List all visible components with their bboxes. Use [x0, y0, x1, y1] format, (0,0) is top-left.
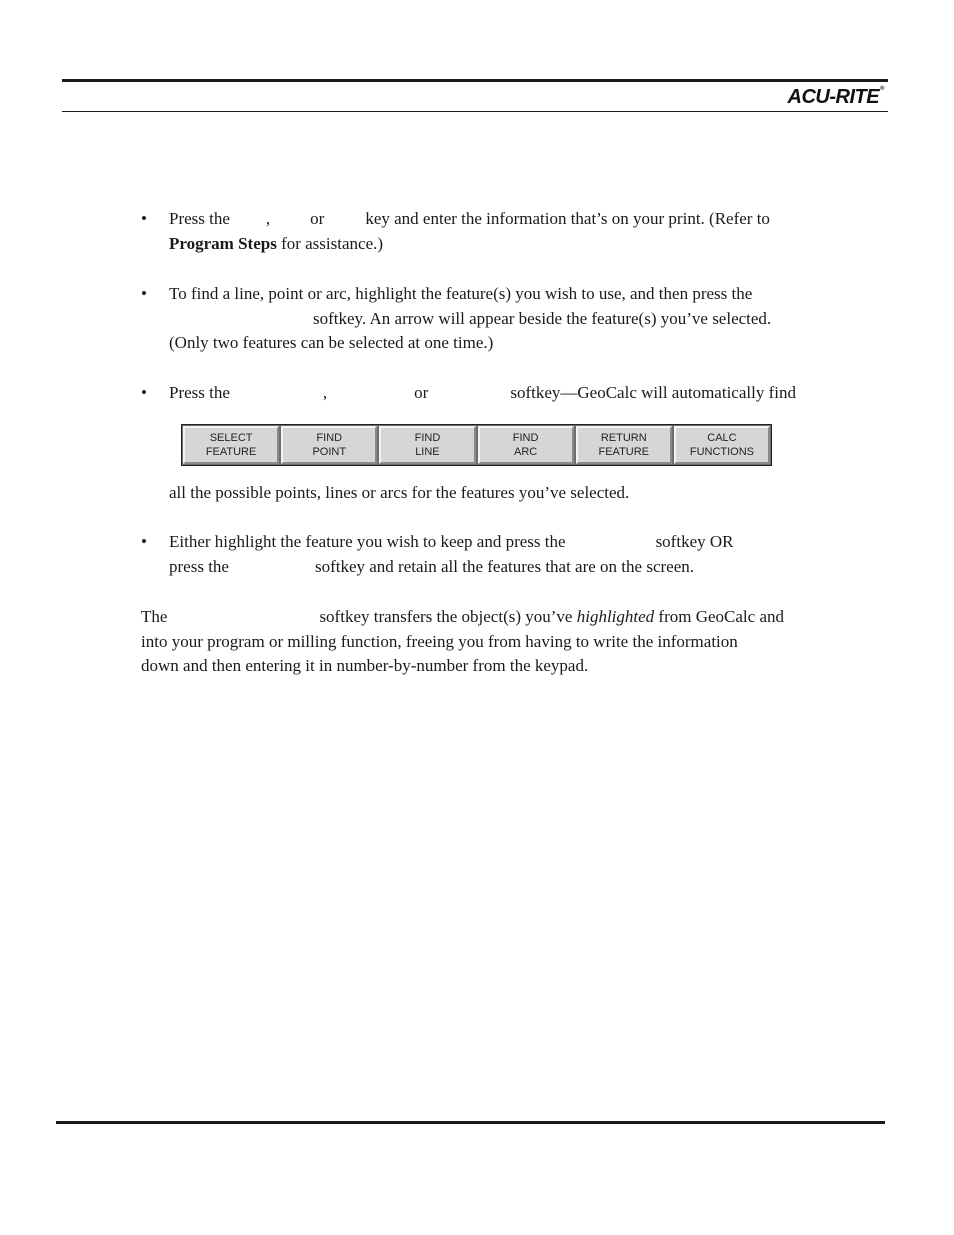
acu-rite-logo: ACU-RITE®: [787, 86, 884, 108]
bullet-2-line-1: To find a line, point or arc, highlight the feature(s) you wish to use, and then press the: [169, 284, 753, 303]
bullet-3-marker: •: [141, 383, 147, 402]
bullet-4-line-2: press the softkey and retain all the features that are on the screen.: [169, 557, 694, 576]
closing-line-2: into your program or milling function, freeing you from having to write the information: [141, 632, 738, 651]
bullet-2-line-3: (Only two features can be selected at one time.): [169, 333, 494, 352]
closing-line-1: The softkey transfers the object(s) you’ve highlighted from GeoCalc and: [141, 607, 784, 626]
bullet-1-marker: •: [141, 209, 147, 228]
softkey-bar: [181, 424, 772, 466]
bullet-2-marker: •: [141, 284, 147, 303]
program-steps-reference: Program Steps: [169, 234, 277, 253]
header-rule-thin: [62, 111, 888, 112]
softkey-return-feature[interactable]: RETURN FEATURE: [576, 426, 672, 464]
softkey-select-feature[interactable]: SELECT FEATURE: [183, 426, 279, 464]
bullet-1-line-2: Program Steps for assistance.): [169, 234, 384, 253]
bullet-3-line-2: all the possible points, lines or arcs for the features you’ve selected.: [169, 483, 630, 502]
softkey-calc-functions[interactable]: CALC FUNCTIONS: [674, 426, 770, 464]
header-rule-thick: [62, 79, 888, 82]
footer-rule: [56, 1121, 885, 1124]
bullet-2-line-2: softkey. An arrow will appear beside the feature(s) you’ve selected.: [313, 309, 772, 328]
closing-line-3: down and then entering it in number-by-number from the keypad.: [141, 656, 589, 675]
bullet-1-line-1: Press the , or key and enter the information that’s on your print. (Refer to: [169, 209, 770, 228]
softkey-find-line[interactable]: FIND LINE: [379, 426, 475, 464]
bullet-4-marker: •: [141, 532, 147, 551]
bullet-3-line-1: Press the , or softkey—GeoCalc will automatically find: [169, 383, 796, 402]
softkey-find-point[interactable]: FIND POINT: [281, 426, 377, 464]
softkey-find-arc[interactable]: FIND ARC: [478, 426, 574, 464]
bullet-4-line-1: Either highlight the feature you wish to keep and press the softkey OR: [169, 532, 734, 551]
